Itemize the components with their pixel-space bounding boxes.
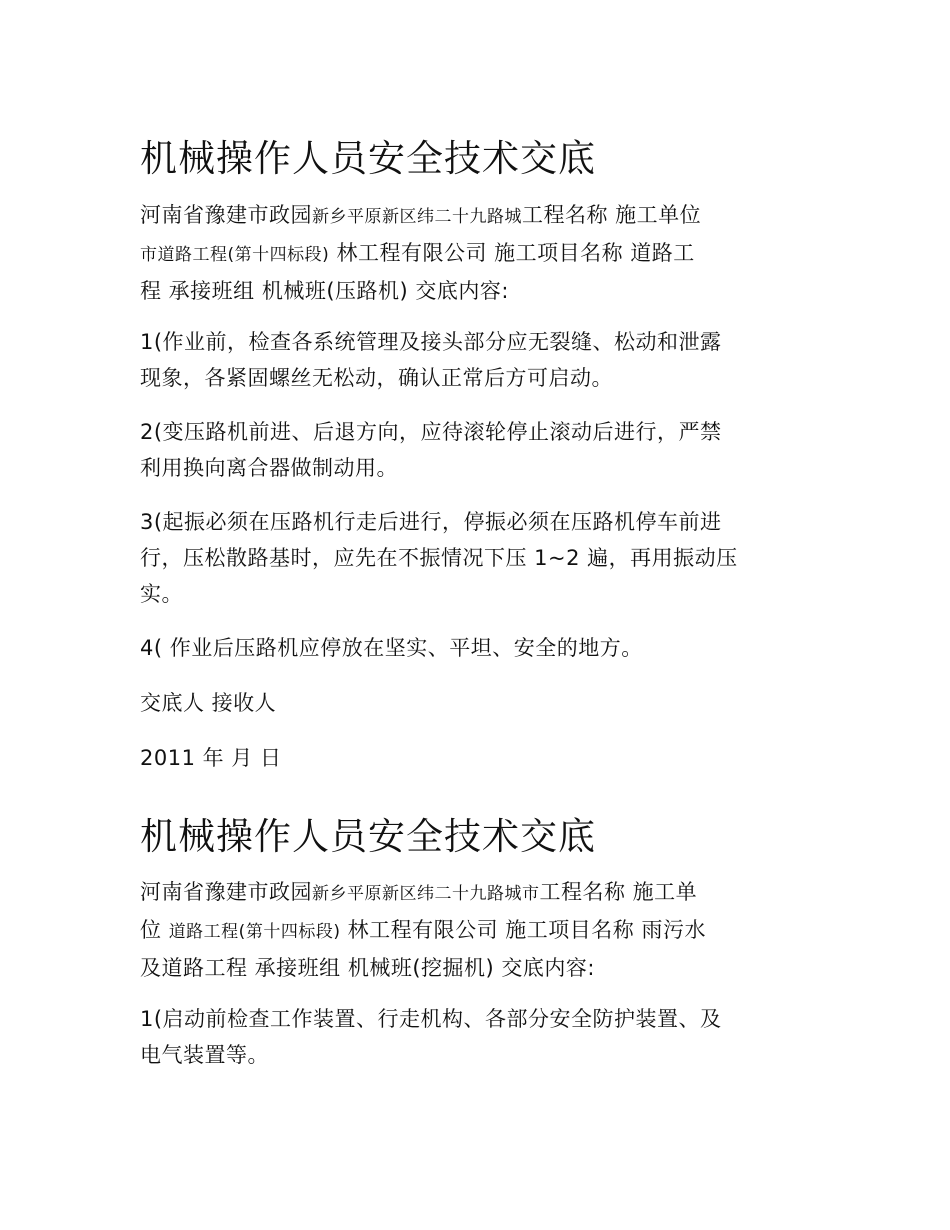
header-text-small: 市道路工程(第十四标段) [140,245,330,265]
header-text-small: 新乡平原新区纬二十九路城市 [312,884,540,904]
section-1-item-1 [140,324,820,396]
header-line-3 [140,950,820,986]
item-line: 4( 作业后压路机应停放在坚实、平坦、安全的地方。 [140,636,643,660]
item-line: 实。 [140,582,183,606]
header-text-small: 新乡平原新区纬二十九路城 [312,207,522,227]
section-1-item-2 [140,414,820,486]
header-text: 工程名称 施工单位 [522,203,702,227]
header-text: 河南省豫建市政园 [140,880,312,904]
signers-text: 交底人 接收人 [140,691,277,715]
item-line: 3(起振必须在压路机行走后进行，停振必须在压路机停车前进 [140,510,722,534]
item-line: 1(作业前，检查各系统管理及接头部分应无裂缝、松动和泄露 [140,330,722,354]
header-line-2 [140,912,820,950]
section-2-header [140,874,820,986]
section-1-item-4 [140,630,820,666]
section-2-title: 机械操作人员安全技术交底 [140,815,596,858]
date-line [140,740,820,776]
section-1-item-3 [140,504,820,612]
header-line-1 [140,197,820,235]
header-text: 河南省豫建市政园 [140,203,312,227]
header-text: 及道路工程 承接班组 机械班(挖掘机) 交底内容: [140,956,595,980]
item-line: 1(启动前检查工作装置、行走机构、各部分安全防护装置、及 [140,1007,722,1031]
section-1-title: 机械操作人员安全技术交底 [140,137,596,180]
section-1-header [140,197,820,309]
item-line: 行，压松散路基时，应先在不振情况下压 1~2 遍，再用振动压 [140,546,738,570]
item-line: 电气装置等。 [140,1043,269,1067]
date-text: 2011 年 月 日 [140,746,282,770]
header-text: 位 [140,918,169,942]
header-line-3 [140,273,820,309]
item-line: 利用换向离合器做制动用。 [140,456,398,480]
header-text: 工程名称 施工单 [539,880,698,904]
item-line: 2(变压路机前进、后退方向，应待滚轮停止滚动后进行，严禁 [140,420,722,444]
signers-line [140,685,820,721]
header-line-1 [140,874,820,912]
item-line: 现象，各紧固螺丝无松动，确认正常后方可启动。 [140,366,613,390]
header-text: 林工程有限公司 施工项目名称 道路工 [329,241,695,265]
header-text-small: 道路工程(第十四标段) [168,922,341,942]
header-line-2 [140,235,820,273]
header-text: 林工程有限公司 施工项目名称 雨污水 [340,918,706,942]
header-text: 程 承接班组 机械班(压路机) 交底内容: [140,279,509,303]
section-2-item-1 [140,1001,820,1073]
